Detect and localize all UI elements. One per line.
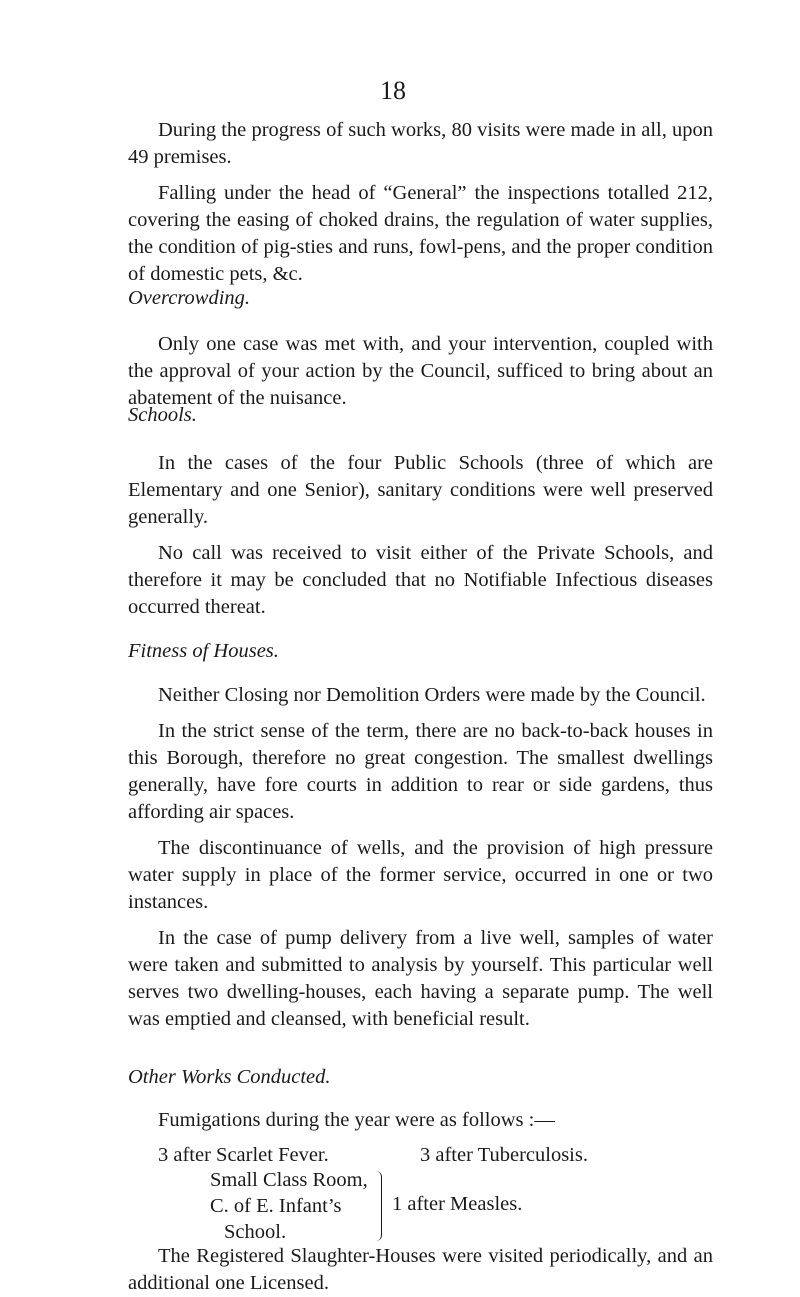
school-name-line-1: Small Class Room, [210,1169,368,1191]
fitness-section [128,638,713,1033]
fumigation-scarlet-fever: 3 after Scarlet Fever. [158,1144,329,1166]
paragraph-slaughter-houses: The Registered Slaughter-Houses were visited periodically, and an additional one Licensed. [128,1245,713,1294]
paragraph-progress: During the progress of such works, 80 visits were made in all, upon 49 premises. [128,119,713,168]
paragraph-fitness-3: The discontinuance of wells, and the provision of high pressure water supply in place of the former service, occurred in one or two instances. [128,837,713,913]
measles-fumigation-block [210,1167,523,1245]
schools-section [128,402,713,621]
curly-brace [373,1171,382,1241]
slaughter-houses-section [128,1243,713,1297]
paragraph-general: Falling under the head of “General” the inspections totalled 212, covering the easing of choked drains, the regulation of water supplies, the condition of pig-sties and runs, fowl-pens, and the proper condition of domestic pets, &c. [128,182,713,285]
paragraph-schools-2: No call was received to visit either of the Private Schools, and therefore it may be concluded that no Notifiable Infectious diseases occurred thereat. [128,542,713,618]
paragraph-fitness-4: In the case of pump delivery from a live well, samples of water were taken and submitted to analysis by yourself. This particular well serves two dwelling-houses, each having a separate pump. The well was emptied and cleansed, with beneficial result. [128,927,713,1030]
heading-schools: Schools. [128,404,197,426]
overcrowding-section [128,285,713,412]
heading-fitness-of-houses: Fitness of Houses. [128,640,279,662]
heading-other-works: Other Works Conducted. [128,1066,331,1088]
page-number: 18 [380,76,406,105]
heading-overcrowding: Overcrowding. [128,287,251,309]
paragraph-fitness-2: In the strict sense of the term, there are no back-to-back houses in this Borough, therefore no great congestion. The smallest dwellings generally, have fore courts in addition to rear or side gardens, thus affording air spaces. [128,720,713,823]
school-name-line-2: C. of E. Infant’s [210,1195,342,1217]
paragraph-schools-1: In the cases of the four Public Schools (three of which are Elementary and one Senior), sanitary conditions were well preserved generally. [128,452,713,528]
school-name-line-3: School. [224,1221,287,1243]
paragraph-overcrowding: Only one case was met with, and your intervention, coupled with the approval of your action by the Council, sufficed to bring about an abatement of the nuisance. [128,333,713,409]
fumigations-intro: Fumigations during the year were as follows :— [158,1109,555,1131]
paragraph-fitness-1: Neither Closing nor Demolition Orders were made by the Council. [158,684,706,706]
fumigation-measles: 1 after Measles. [392,1193,523,1215]
progress-section [128,117,713,288]
other-works-section [128,1064,713,1134]
fumigation-tuberculosis: 3 after Tuberculosis. [420,1144,588,1166]
